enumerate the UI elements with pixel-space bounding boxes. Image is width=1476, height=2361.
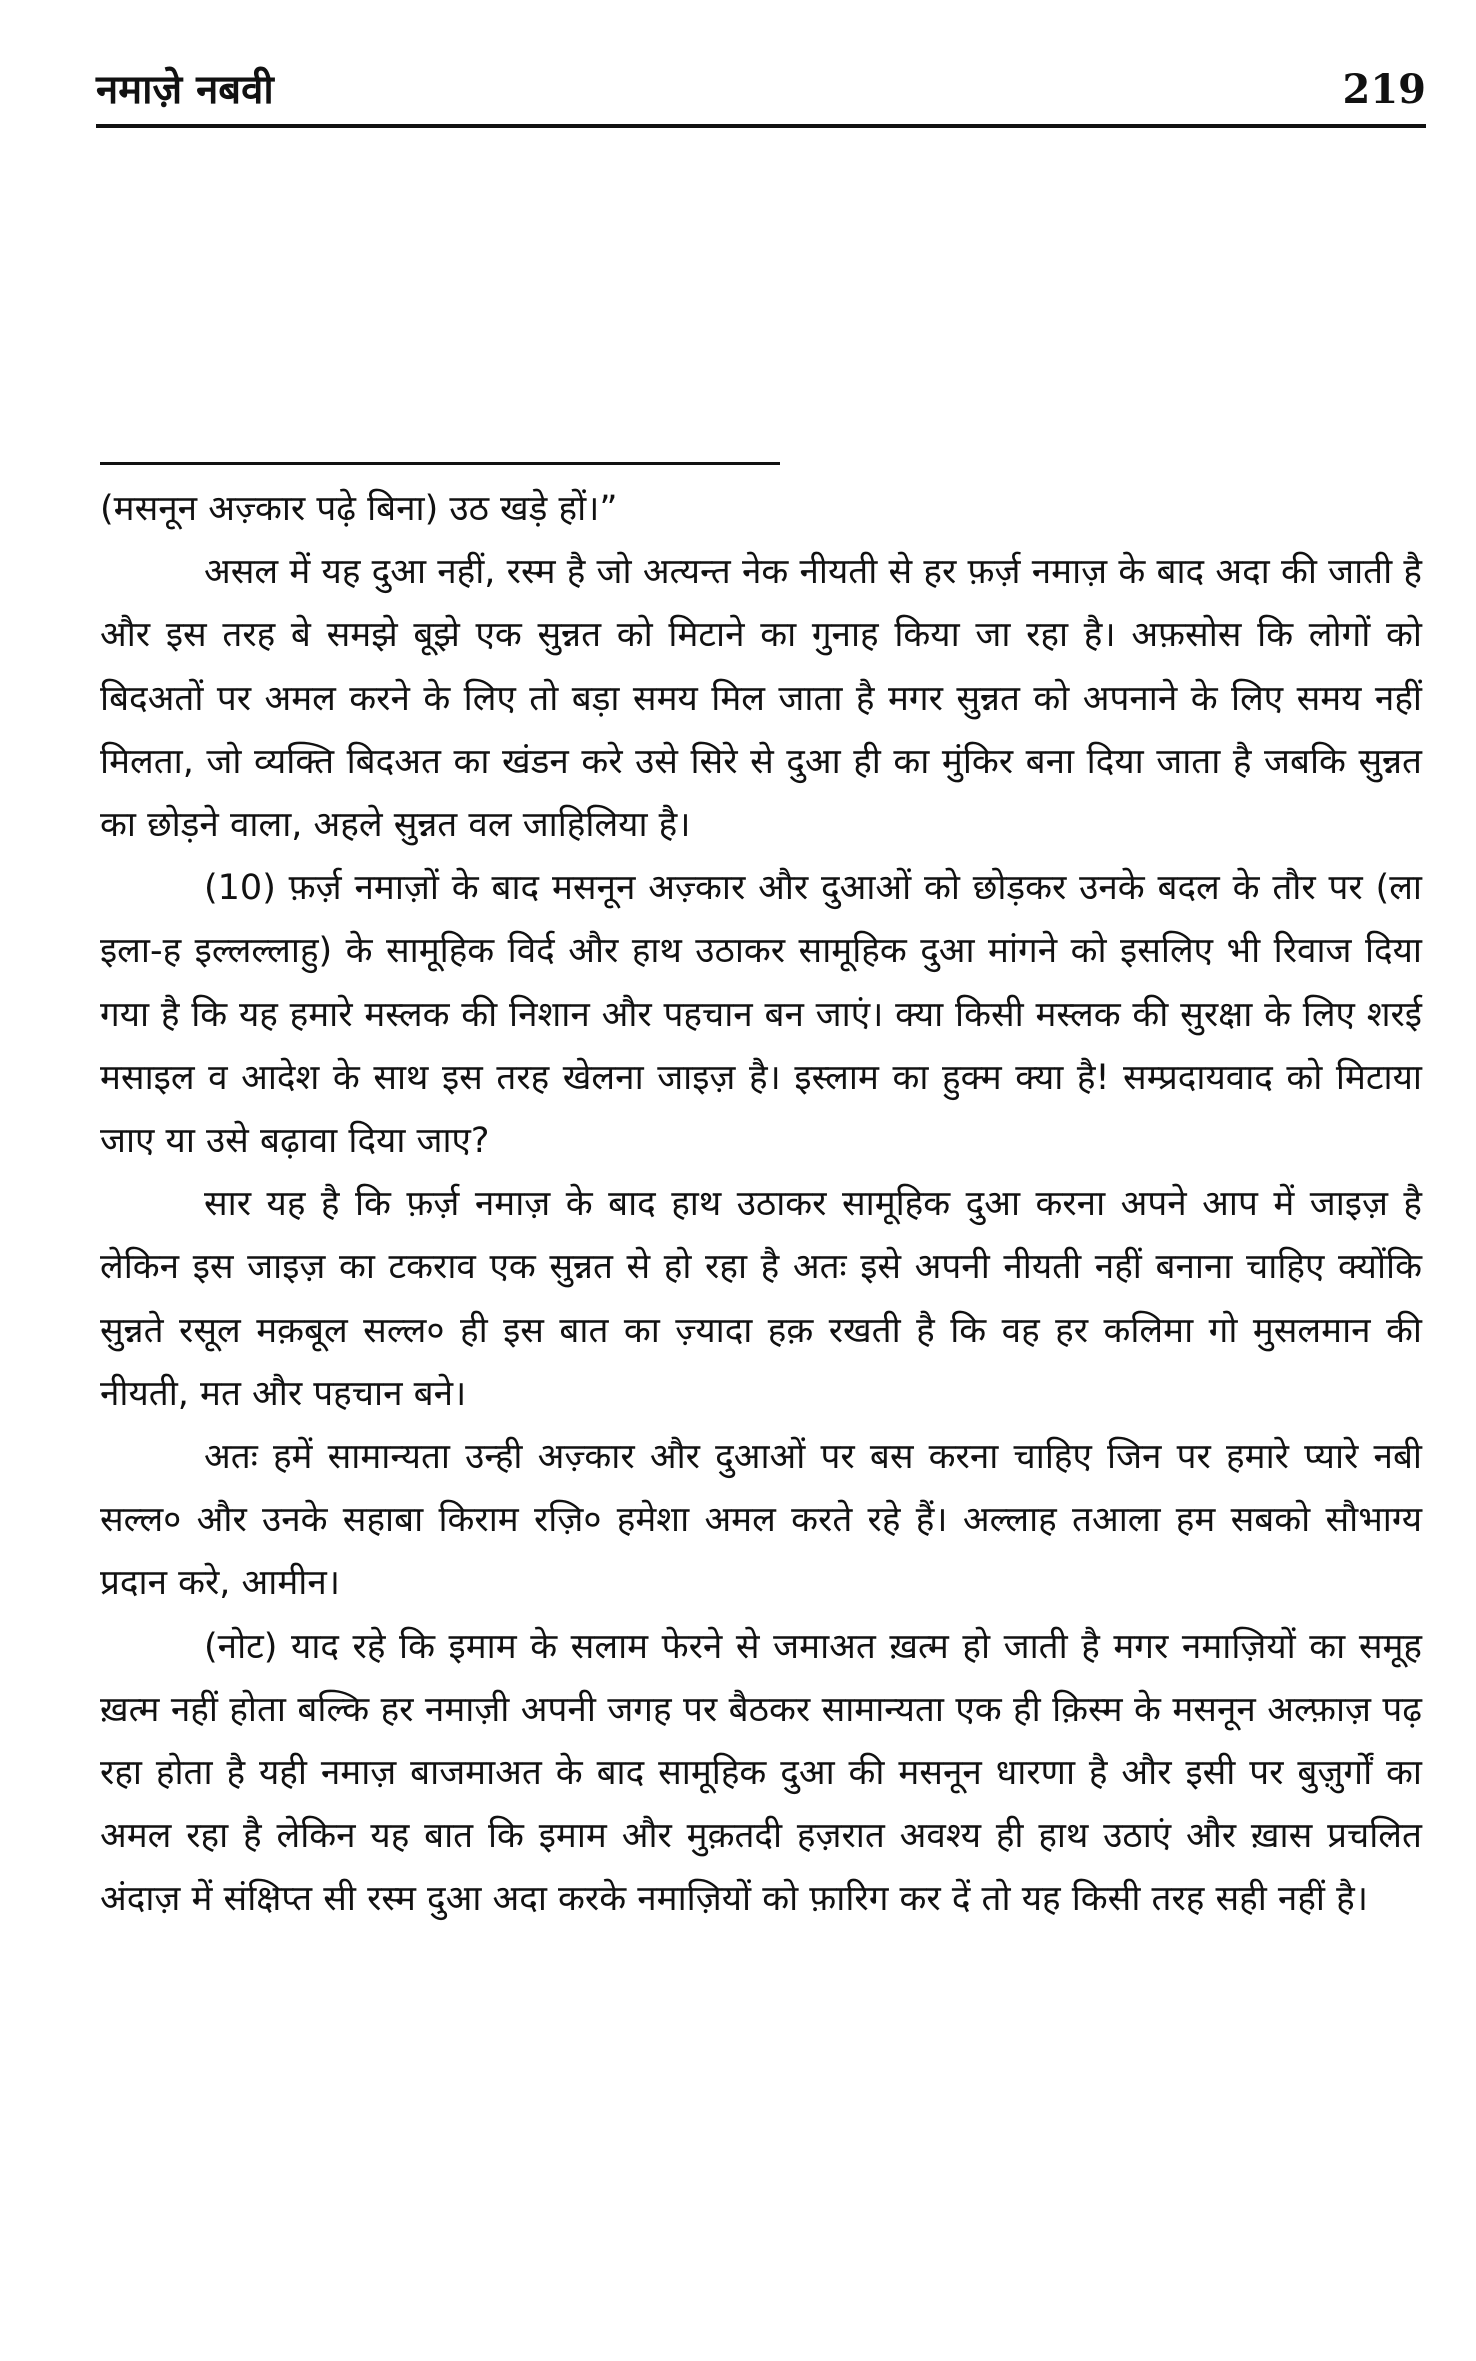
header-rule: [96, 124, 1426, 128]
paragraph-note: (नोट) याद रहे कि इमाम के सलाम फेरने से जमाअत ख़त्म हो जाती है मगर नमाज़ियों का समूह ख़त्म नहीं होता बल्कि हर नमाज़ी अपनी जगह पर बैठकर सामान्यता एक ही क़िस्म के मसनून अल्फ़ाज़ पढ़ रहा होता है यही नमाज़ बाजमाअत के बाद सामूहिक दुआ की मसनून धारणा है और इसी पर बुज़ुर्गों का अमल रहा है लेकिन यह बात कि इमाम और मुक़तदी हज़रात अवश्य ही हाथ उठाएं और ख़ास प्रचलित अंदाज़ में संक्षिप्त सी रस्म दुआ अदा करके नमाज़ियों को फ़ारिग कर दें तो यह किसी तरह सही नहीं है।: [100, 1626, 1422, 1920]
running-title: नमाज़े नबवी: [96, 67, 274, 113]
paragraph: अतः हमें सामान्यता उन्ही अज़्कार और दुआओं पर बस करना चाहिए जिन पर हमारे प्यारे नबी सल्ल० और उनके सहाबा किराम रज़ि० हमेशा अमल करते रहे हैं। अल्लाह तआला हम सबको सौभाग्य प्रदान करे, आमीन।: [100, 1437, 1422, 1604]
paragraph: असल में यह दुआ नहीं, रस्म है जो अत्यन्त नेक नीयती से हर फ़र्ज़ नमाज़ के बाद अदा की जाती है और इस तरह बे समझे बूझे एक सुन्नत को मिटाने का गुनाह किया जा रहा है। अफ़सोस कि लोगों को बिदअतों पर अमल करने के लिए तो बड़ा समय मिल जाता है मगर सुन्नत को अपनाने के लिए समय नहीं मिलता, जो व्यक्ति बिदअत का खंडन करे उसे सिरे से दुआ ही का मुंकिर बना दिया जाता है जबकि सुन्नत का छोड़ने वाला, अहले सुन्नत वल जाहिलिया है।: [100, 552, 1422, 846]
paragraph: (10) फ़र्ज़ नमाज़ों के बाद मसनून अज़्कार और दुआओं को छोड़कर उनके बदल के तौर पर (ला इला-ह इल्लल्लाहु) के सामूहिक विर्द और हाथ उठाकर सामूहिक दुआ मांगने को इसलिए भी रिवाज दिया गया है कि यह हमारे मस्लक की निशान और पहचान बन जाएं। क्या किसी मस्लक की सुरक्षा के लिए शरई मसाइल व आदेश के साथ इस तरह खेलना जाइज़ है। इस्लाम का हुक्म क्या है! सम्प्रदायवाद को मिटाया जाए या उसे बढ़ावा दिया जाए?: [100, 868, 1422, 1162]
footnote-rule: [100, 462, 780, 465]
body-text: [100, 478, 1422, 1932]
page-header: [96, 62, 1426, 126]
paragraph-continuation: (मसनून अज़्कार पढ़े बिना) उठ खड़े हों।”: [100, 489, 618, 529]
page-number: 219: [1342, 66, 1426, 113]
paragraph: सार यह है कि फ़र्ज़ नमाज़ के बाद हाथ उठाकर सामूहिक दुआ करना अपने आप में जाइज़ है लेकिन इस जाइज़ का टकराव एक सुन्नत से हो रहा है अतः इसे अपनी नीयती नहीं बनाना चाहिए क्योंकि सुन्नते रसूल मक़बूल सल्ल० ही इस बात का ज़्यादा हक़ रखती है कि वह हर कलिमा गो मुसलमान की नीयती, मत और पहचान बने।: [100, 1184, 1422, 1414]
